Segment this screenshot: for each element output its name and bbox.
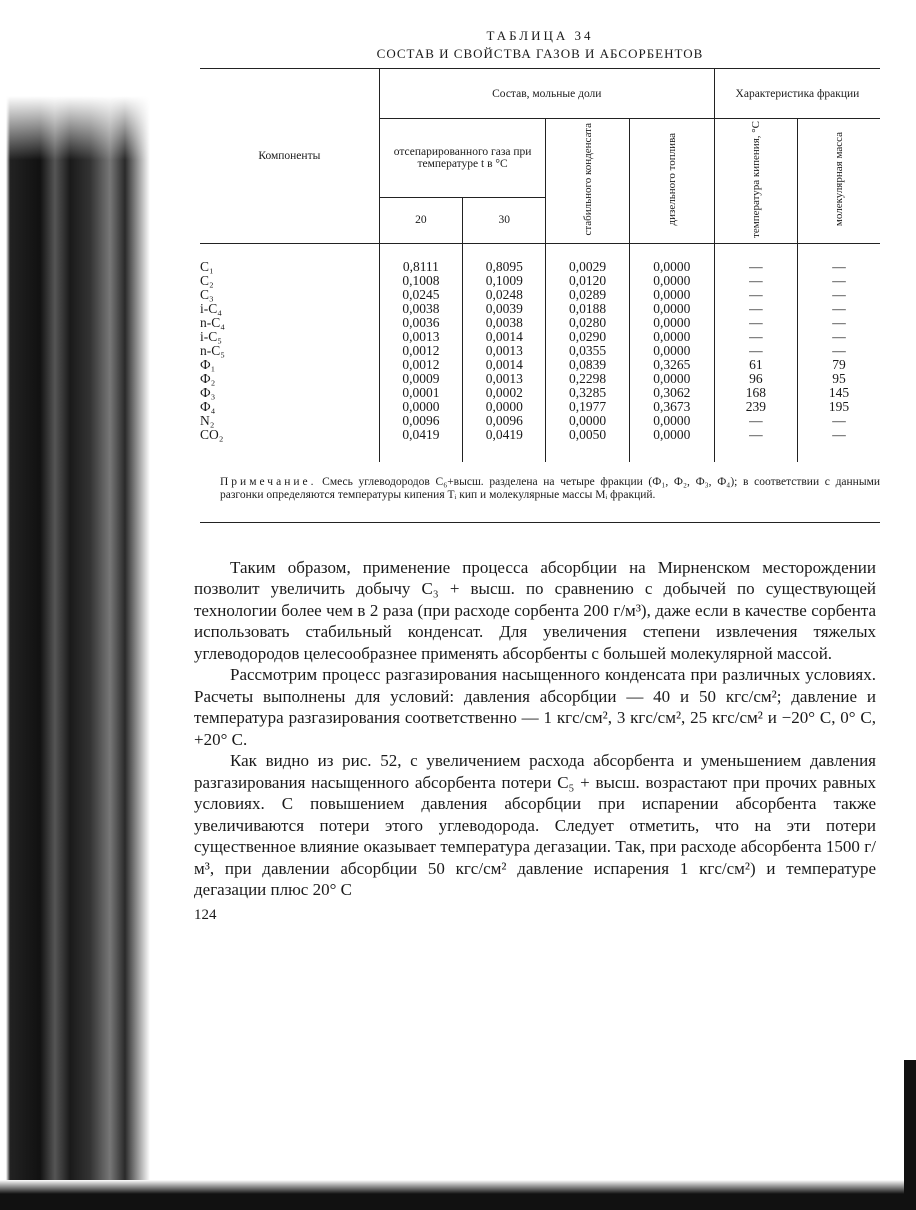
- table-row: [200, 400, 880, 414]
- cell-mass: 145: [797, 386, 880, 400]
- cell-mass: —: [797, 330, 880, 344]
- cell-comp: C₃: [200, 288, 379, 302]
- cell-stab: 0,0289: [546, 288, 629, 302]
- table-body: [200, 243, 880, 462]
- scan-left-edge: [0, 0, 150, 1210]
- table-row: [200, 386, 880, 400]
- paragraph: Как видно из рис. 52, с увеличением расхода абсорбента и уменьшением давления разгазирования насыщенного абсорбента потери C₅ + высш. возрастают при прочих равных условиях. С повышением давления абсорбции при испарении абсорбента также увеличиваются потери этого углеводорода. Следует отметить, что на эти потери существенное влияние оказывает температура дегазации. Так, при расходе абсорбента 1500 г/м³, при давлении абсорбции 50 кгс/см² давление испарения 1 кгс/см²) и температуре дегазации плюс 20° С: [194, 751, 876, 900]
- cell-t20: 0,0009: [379, 372, 462, 386]
- cell-comp: Ф₄: [200, 400, 379, 414]
- table-row: [200, 302, 880, 316]
- cell-diesel: 0,0000: [629, 274, 714, 288]
- scan-bottom-edge: [0, 1180, 916, 1210]
- table-row: [200, 414, 880, 428]
- cell-comp: Ф₃: [200, 386, 379, 400]
- cell-comp: Ф₁: [200, 358, 379, 372]
- cell-comp: C₁: [200, 243, 379, 274]
- page-number: 124: [194, 906, 217, 923]
- cell-diesel: 0,0000: [629, 243, 714, 274]
- cell-t30: 0,8095: [463, 243, 546, 274]
- book-page: [194, 22, 880, 924]
- cell-comp: i-C₅: [200, 330, 379, 344]
- cell-temp: 168: [714, 386, 797, 400]
- cell-stab: 0,0188: [546, 302, 629, 316]
- cell-comp: i-C₄: [200, 302, 379, 316]
- cell-temp: —: [714, 288, 797, 302]
- cell-t20: 0,0038: [379, 302, 462, 316]
- cell-t20: 0,0096: [379, 414, 462, 428]
- cell-diesel: 0,3673: [629, 400, 714, 414]
- cell-temp: —: [714, 316, 797, 330]
- table-row: [200, 330, 880, 344]
- cell-mass: 79: [797, 358, 880, 372]
- table-row: [200, 428, 880, 462]
- cell-stab: 0,0050: [546, 428, 629, 462]
- cell-stab: 0,0839: [546, 358, 629, 372]
- cell-t30: 0,0014: [463, 358, 546, 372]
- cell-t30: 0,0013: [463, 372, 546, 386]
- composition-table: [200, 68, 880, 462]
- cell-diesel: 0,3062: [629, 386, 714, 400]
- cell-mass: —: [797, 414, 880, 428]
- cell-t20: 0,0419: [379, 428, 462, 462]
- table-row: [200, 358, 880, 372]
- cell-stab: 0,0290: [546, 330, 629, 344]
- cell-stab: 0,1977: [546, 400, 629, 414]
- cell-t20: 0,0001: [379, 386, 462, 400]
- header-t30: 30: [463, 197, 546, 243]
- table-row: [200, 243, 880, 274]
- cell-temp: —: [714, 302, 797, 316]
- cell-mass: 195: [797, 400, 880, 414]
- cell-comp: n-C₅: [200, 344, 379, 358]
- cell-t30: 0,0039: [463, 302, 546, 316]
- cell-stab: 0,2298: [546, 372, 629, 386]
- cell-temp: —: [714, 330, 797, 344]
- cell-mass: —: [797, 243, 880, 274]
- cell-comp: CO₂: [200, 428, 379, 462]
- cell-stab: 0,0280: [546, 316, 629, 330]
- note-text: Смесь углеводородов C₆+высш. разделена на четыре фракции (Ф₁, Ф₂, Ф₃, Ф₄); в соответствии с данными разгонки определяются температуры кипения Tᵢ кип и молекулярные массы Mᵢ фракций.: [220, 475, 880, 501]
- cell-diesel: 0,0000: [629, 344, 714, 358]
- cell-t20: 0,0012: [379, 358, 462, 372]
- body-text: [194, 557, 876, 901]
- divider: [200, 522, 880, 523]
- cell-diesel: 0,0000: [629, 372, 714, 386]
- cell-t30: 0,0096: [463, 414, 546, 428]
- cell-temp: —: [714, 428, 797, 462]
- cell-t30: 0,0002: [463, 386, 546, 400]
- cell-stab: 0,0029: [546, 243, 629, 274]
- cell-t20: 0,8111: [379, 243, 462, 274]
- cell-mass: —: [797, 316, 880, 330]
- cell-mass: —: [797, 344, 880, 358]
- cell-temp: 239: [714, 400, 797, 414]
- cell-t30: 0,1009: [463, 274, 546, 288]
- cell-temp: —: [714, 344, 797, 358]
- table-row: [200, 372, 880, 386]
- cell-t30: 0,0038: [463, 316, 546, 330]
- cell-diesel: 0,0000: [629, 302, 714, 316]
- cell-t30: 0,0419: [463, 428, 546, 462]
- cell-comp: n-C₄: [200, 316, 379, 330]
- cell-mass: —: [797, 428, 880, 462]
- paragraph: Таким образом, применение процесса абсорбции на Мирненском месторождении позволит увеличить добычу C₃ + высш. по сравнению с добычей по существующей технологии более чем в 2 раза (при расходе сорбента 200 г/м³), даже если в качестве сорбента использовать стабильный конденсат. Для увеличения степени извлечения тяжелых углеводородов целесообразнее применять абсорбенты с большей молекулярной массой.: [194, 557, 876, 663]
- cell-t20: 0,0036: [379, 316, 462, 330]
- header-stable-condensate: стабильного конденсата: [581, 123, 594, 236]
- header-mol-mass: молекулярная масса: [832, 132, 845, 227]
- cell-diesel: 0,0000: [629, 288, 714, 302]
- header-composition: Состав, мольные доли: [379, 69, 714, 119]
- header-separated-gas: отсепарированного газа при температуре t в °С: [379, 119, 546, 198]
- cell-stab: 0,3285: [546, 386, 629, 400]
- cell-temp: —: [714, 243, 797, 274]
- cell-mass: —: [797, 302, 880, 316]
- cell-t30: 0,0014: [463, 330, 546, 344]
- cell-mass: 95: [797, 372, 880, 386]
- cell-diesel: 0,0000: [629, 316, 714, 330]
- cell-diesel: 0,0000: [629, 414, 714, 428]
- cell-diesel: 0,0000: [629, 330, 714, 344]
- table-note: [200, 476, 880, 502]
- table-row: [200, 274, 880, 288]
- cell-t30: 0,0000: [463, 400, 546, 414]
- header-components: Компоненты: [200, 69, 379, 244]
- table-row: [200, 316, 880, 330]
- header-boiling-temp: температура кипения, °С: [749, 121, 762, 238]
- note-lead: Примечание.: [220, 475, 317, 488]
- header-fraction: Характеристика фракции: [714, 69, 880, 119]
- cell-temp: —: [714, 414, 797, 428]
- scan-right-edge: [904, 1060, 916, 1210]
- cell-stab: 0,0000: [546, 414, 629, 428]
- cell-diesel: 0,3265: [629, 358, 714, 372]
- cell-stab: 0,0120: [546, 274, 629, 288]
- cell-temp: 96: [714, 372, 797, 386]
- table-title: СОСТАВ И СВОЙСТВА ГАЗОВ И АБСОРБЕНТОВ: [376, 46, 704, 61]
- cell-t30: 0,0248: [463, 288, 546, 302]
- cell-mass: —: [797, 274, 880, 288]
- cell-t20: 0,0012: [379, 344, 462, 358]
- cell-temp: 61: [714, 358, 797, 372]
- cell-t20: 0,0245: [379, 288, 462, 302]
- cell-t20: 0,0013: [379, 330, 462, 344]
- table-caption: ТАБЛИЦА 34: [486, 28, 594, 43]
- cell-temp: —: [714, 274, 797, 288]
- cell-diesel: 0,0000: [629, 428, 714, 462]
- cell-t20: 0,0000: [379, 400, 462, 414]
- cell-comp: C₂: [200, 274, 379, 288]
- header-diesel-fuel: дизельного топлива: [665, 133, 678, 226]
- cell-t30: 0,0013: [463, 344, 546, 358]
- table-row: [200, 344, 880, 358]
- cell-comp: Ф₂: [200, 372, 379, 386]
- header-t20: 20: [379, 197, 462, 243]
- table-row: [200, 288, 880, 302]
- cell-mass: —: [797, 288, 880, 302]
- cell-comp: N₂: [200, 414, 379, 428]
- cell-t20: 0,1008: [379, 274, 462, 288]
- cell-stab: 0,0355: [546, 344, 629, 358]
- paragraph: Рассмотрим процесс разгазирования насыщенного конденсата при различных условиях. Расчеты выполнены для условий: давления абсорбции — 40 и 50 кгс/см²; давление и температура разгазирования соответственно — 1 кгс/см², 3 кгс/см², 25 кгс/см² и −20° С, 0° С, +20° С.: [194, 665, 876, 749]
